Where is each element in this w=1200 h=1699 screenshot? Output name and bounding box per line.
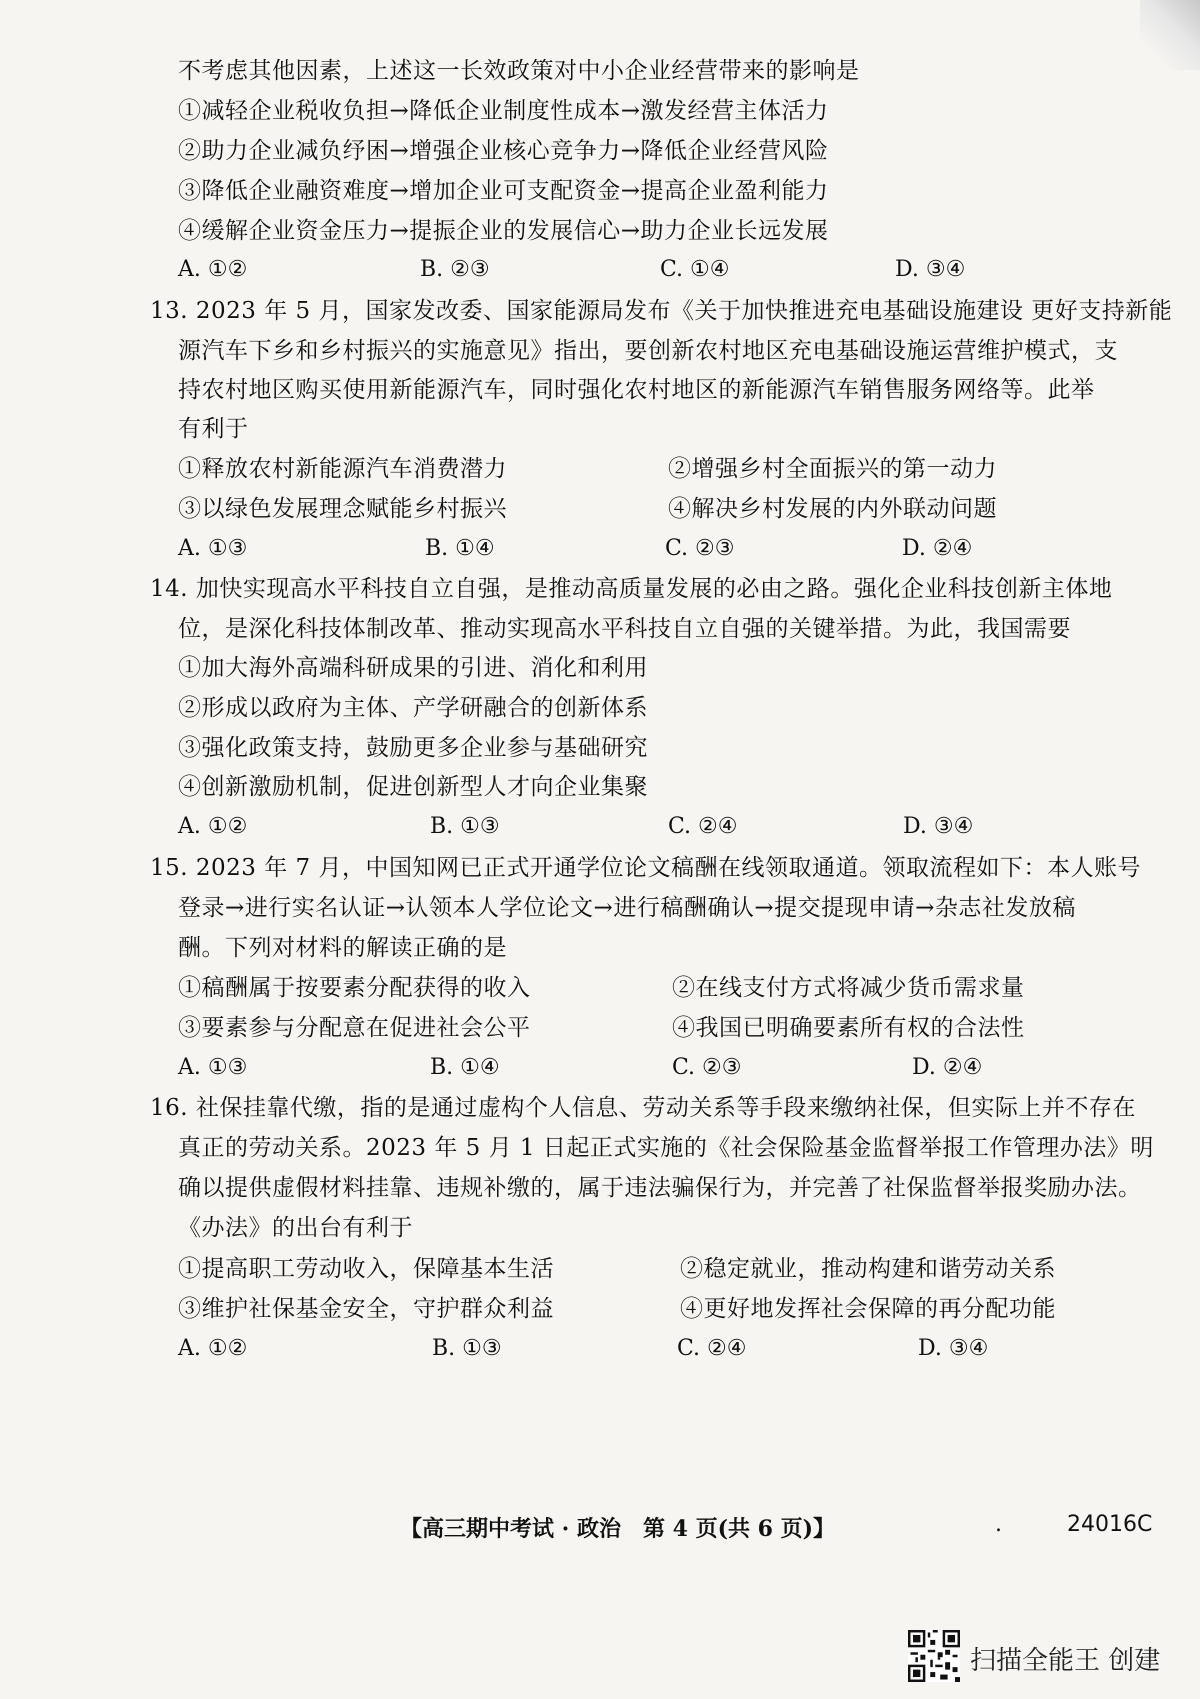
q16-option-c: C. ②④ <box>677 1336 747 1361</box>
q12-option-a: A. ①② <box>178 257 248 282</box>
q13-item-1: ①释放农村新能源汽车消费潜力 <box>178 456 507 482</box>
q13-option-d: D. ②④ <box>902 536 973 561</box>
q12-stem: 不考虑其他因素，上述这一长效政策对中小企业经营带来的影响是 <box>178 58 860 84</box>
q16-stem-line-4: 《办法》的出台有利于 <box>178 1215 413 1241</box>
q14-item-2: ②形成以政府为主体、产学研融合的创新体系 <box>178 695 648 721</box>
q13-option-b: B. ①④ <box>425 536 495 561</box>
q15-stem-line-1: 15. 2023 年 7 月，中国知网已正式开通学位论文稿酬在线领取通道。领取流程如下：本人账号 <box>150 855 1141 881</box>
q13-stem-line-3: 持农村地区购买使用新能源汽车，同时强化农村地区的新能源汽车销售服务网络等。此举 <box>178 377 1095 403</box>
q13-item-3: ③以绿色发展理念赋能乡村振兴 <box>178 496 507 522</box>
q13-stem-line-1: 13. 2023 年 5 月，国家发改委、国家能源局发布《关于加快推进充电基础设施建设 更好支持新能 <box>150 298 1173 324</box>
q15-item-2: ②在线支付方式将减少货币需求量 <box>672 975 1025 1001</box>
q15-option-a: A. ①③ <box>178 1055 248 1080</box>
q12-option-b: B. ②③ <box>420 257 490 282</box>
q16-stem-line-3: 确以提供虚假材料挂靠、违规补缴的，属于违法骗保行为，并完善了社保监督举报奖励办法。 <box>178 1175 1142 1201</box>
q14-item-4: ④创新激励机制，促进创新型人才向企业集聚 <box>178 774 648 800</box>
q14-option-a: A. ①② <box>178 814 248 839</box>
footer-dot: . <box>995 1512 1002 1537</box>
q12-item-2: ②助力企业减负纾困→增强企业核心竞争力→降低企业经营风险 <box>178 138 829 164</box>
q12-option-c: C. ①④ <box>660 257 730 282</box>
q16-option-a: A. ①② <box>178 1336 248 1361</box>
q15-item-1: ①稿酬属于按要素分配获得的收入 <box>178 975 531 1001</box>
q15-item-4: ④我国已明确要素所有权的合法性 <box>672 1015 1025 1041</box>
q13-item-4: ④解决乡村发展的内外联动问题 <box>668 496 997 522</box>
q13-item-2: ②增强乡村全面振兴的第一动力 <box>668 456 997 482</box>
q15-option-b: B. ①④ <box>430 1055 500 1080</box>
q13-stem-line-2: 源汽车下乡和乡村振兴的实施意见》指出，要创新农村地区充电基础设施运营维护模式，支 <box>178 338 1118 364</box>
page-corner-fold <box>1140 0 1200 70</box>
q12-item-3: ③降低企业融资难度→增加企业可支配资金→提高企业盈利能力 <box>178 178 829 204</box>
q13-stem-line-4: 有利于 <box>178 416 249 442</box>
q16-option-b: B. ①③ <box>432 1336 502 1361</box>
q12-item-4: ④缓解企业资金压力→提振企业的发展信心→助力企业长远发展 <box>178 218 829 244</box>
q15-option-d: D. ②④ <box>912 1055 983 1080</box>
q16-stem-line-2: 真正的劳动关系。2023 年 5 月 1 日起正式实施的《社会保险基金监督举报工作管理办法》明 <box>178 1135 1154 1161</box>
q13-option-c: C. ②③ <box>665 536 735 561</box>
q16-stem-line-1: 16. 社保挂靠代缴，指的是通过虚构个人信息、劳动关系等手段来缴纳社保，但实际上并不存在 <box>150 1095 1136 1121</box>
q15-item-3: ③要素参与分配意在促进社会公平 <box>178 1015 531 1041</box>
qr-code-icon <box>908 1630 960 1682</box>
q16-option-d: D. ③④ <box>918 1336 989 1361</box>
q14-stem-line-1: 14. 加快实现高水平科技自立自强，是推动高质量发展的必由之路。强化企业科技创新主体地 <box>150 576 1113 602</box>
q16-item-4: ④更好地发挥社会保障的再分配功能 <box>680 1296 1056 1322</box>
q14-stem-line-2: 位，是深化科技体制改革、推动实现高水平科技自立自强的关键举措。为此，我国需要 <box>178 616 1071 642</box>
q14-item-1: ①加大海外高端科研成果的引进、消化和利用 <box>178 655 648 681</box>
page-footer: 【高三期中考试 · 政治 第 4 页(共 6 页)】 <box>400 1516 836 1542</box>
q16-item-3: ③维护社保基金安全，守护群众利益 <box>178 1296 554 1322</box>
q16-item-1: ①提高职工劳动收入，保障基本生活 <box>178 1256 554 1282</box>
q12-item-1: ①减轻企业税收负担→降低企业制度性成本→激发经营主体活力 <box>178 98 829 124</box>
scanner-watermark-label: 扫描全能王 创建 <box>970 1646 1161 1676</box>
q15-stem-line-3: 酬。下列对材料的解读正确的是 <box>178 935 507 961</box>
q16-item-2: ②稳定就业，推动构建和谐劳动关系 <box>680 1256 1056 1282</box>
q14-item-3: ③强化政策支持，鼓励更多企业参与基础研究 <box>178 735 648 761</box>
q12-option-d: D. ③④ <box>895 257 966 282</box>
q14-option-c: C. ②④ <box>668 814 738 839</box>
q15-option-c: C. ②③ <box>672 1055 742 1080</box>
q15-stem-line-2: 登录→进行实名认证→认领本人学位论文→进行稿酬确认→提交提现申请→杂志社发放稿 <box>178 895 1076 921</box>
q14-option-d: D. ③④ <box>903 814 974 839</box>
q13-option-a: A. ①③ <box>178 536 248 561</box>
exam-code: 24016C <box>1067 1512 1153 1537</box>
q14-option-b: B. ①③ <box>430 814 500 839</box>
